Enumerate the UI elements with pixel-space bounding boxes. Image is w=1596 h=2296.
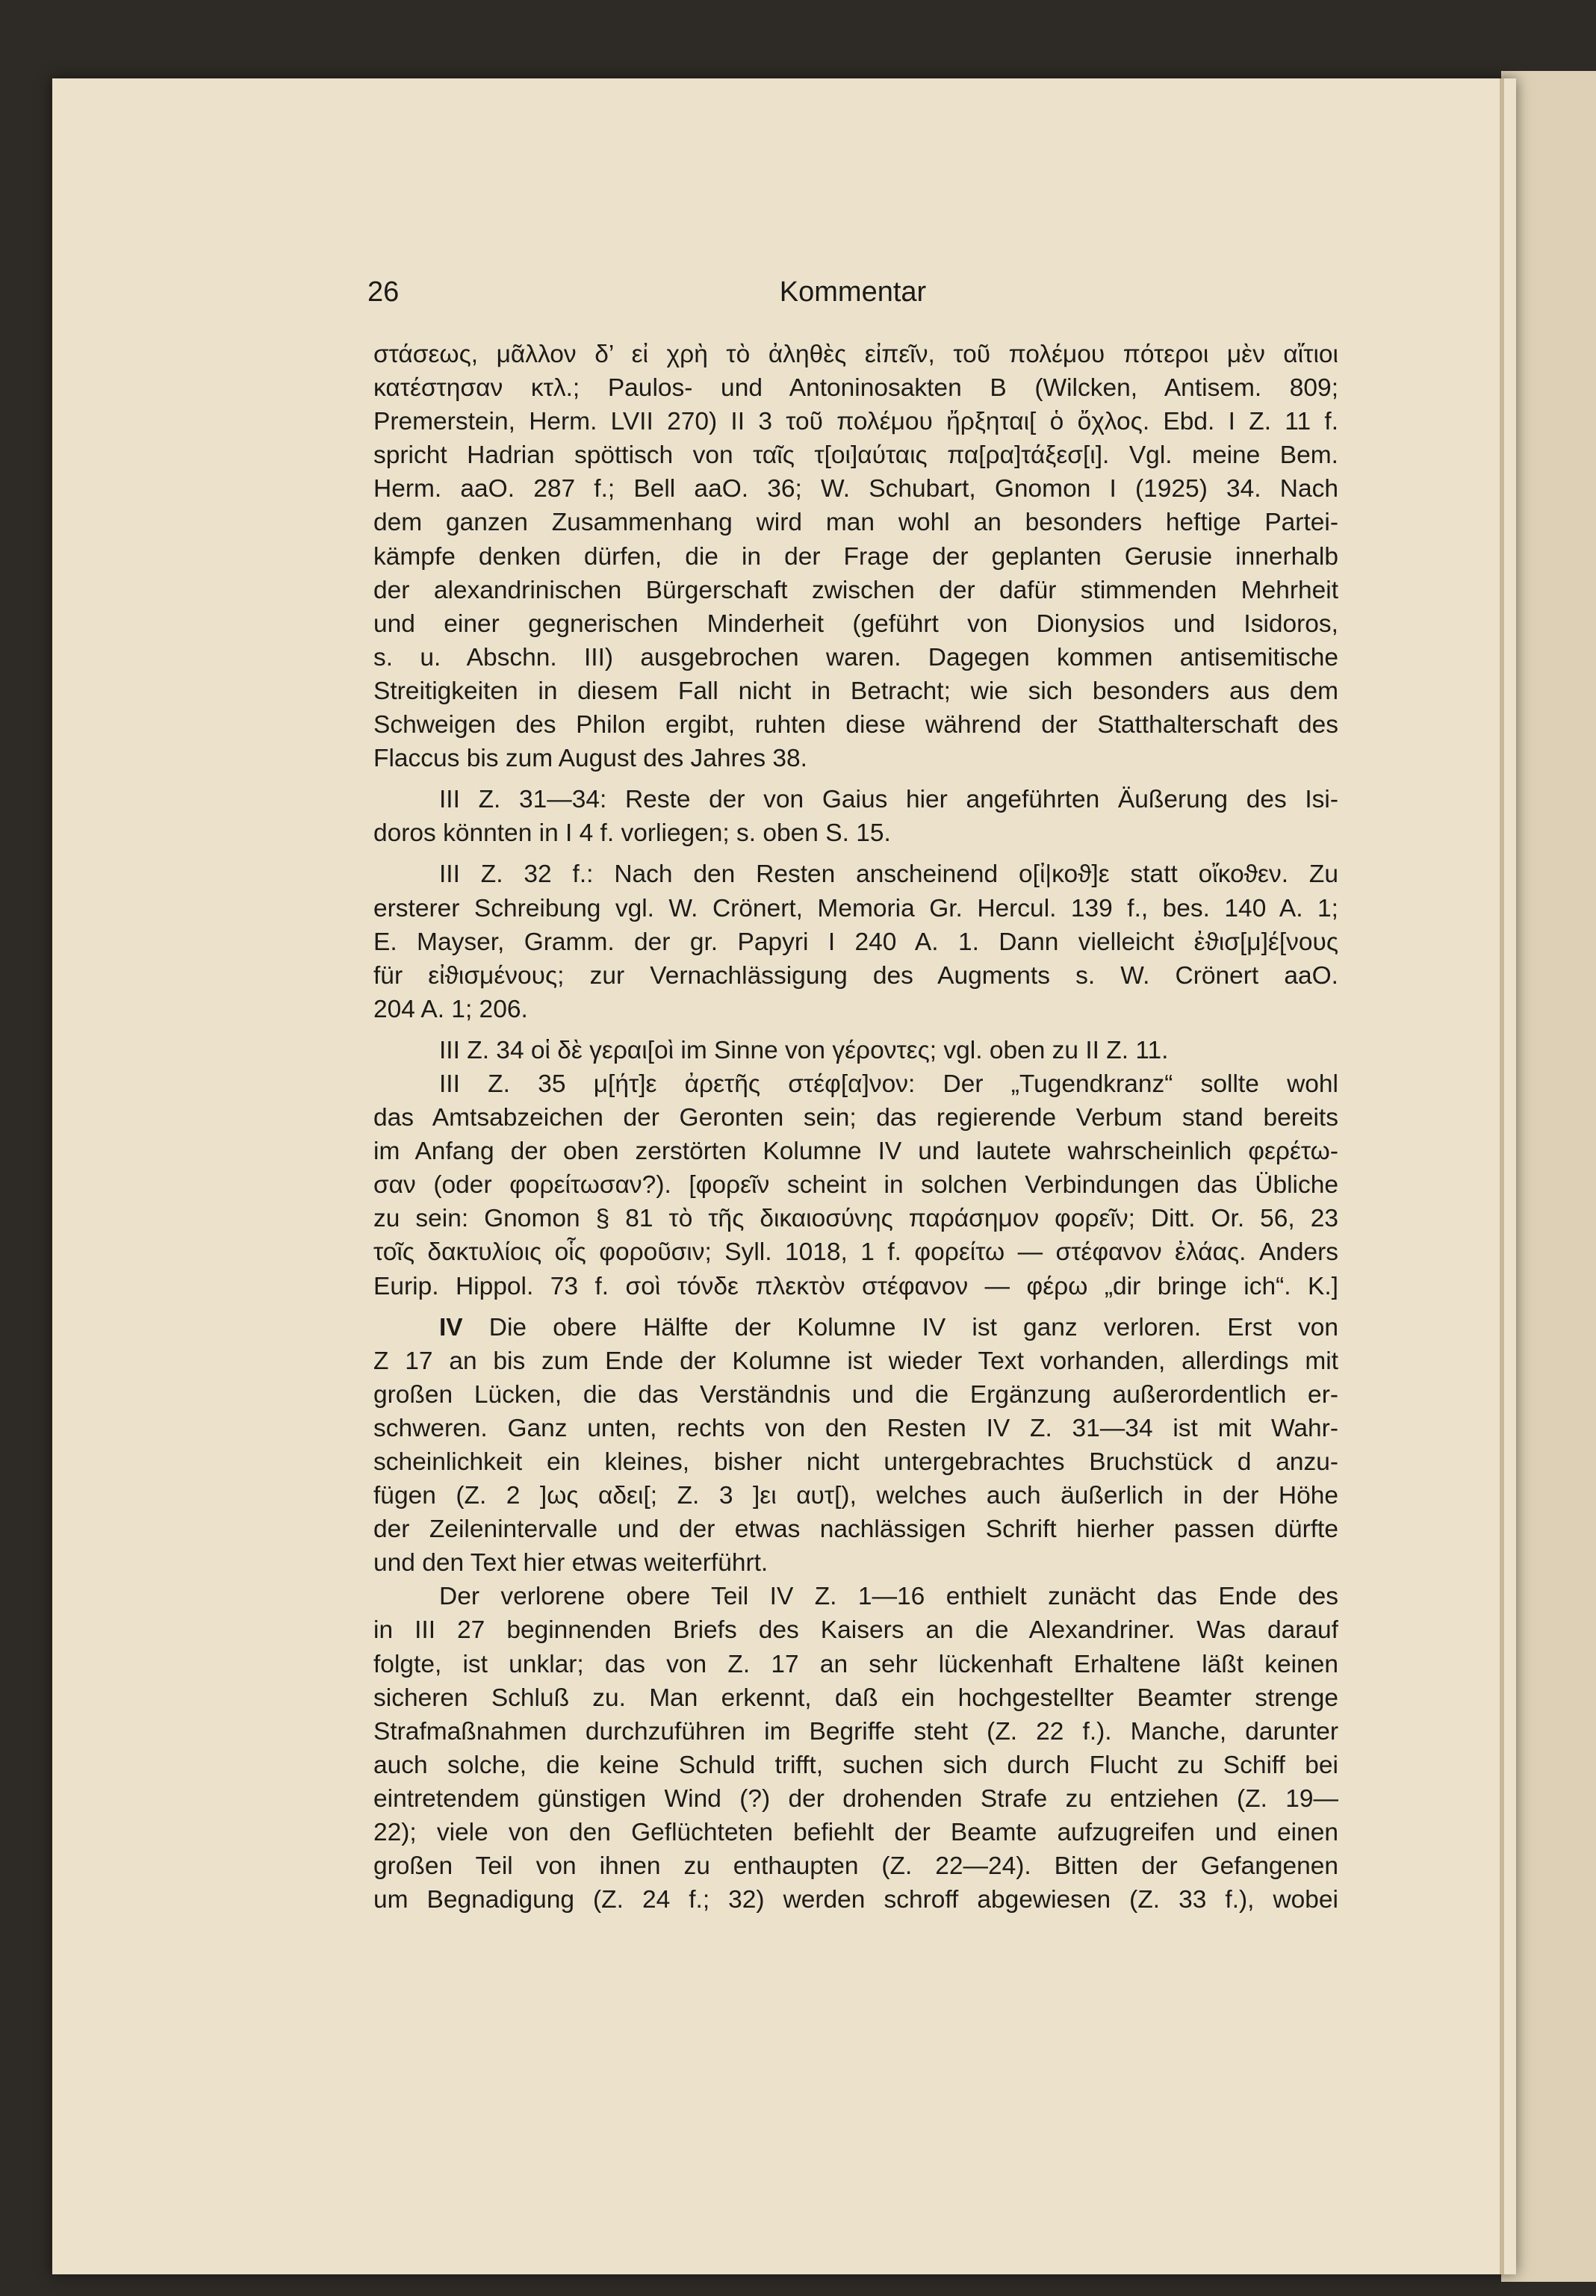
text-line-rest: Die obere Hälfte der Kolumne IV ist ganz verloren. Erst von — [462, 1313, 1338, 1341]
paragraph-iii-31-34 — [373, 783, 1338, 850]
text-line: E. Mayser, Gramm. der gr. Papyri I 240 A. 1. Dann vielleicht ἐϑισ[μ]έ[νους — [373, 928, 1338, 956]
text-line: fügen (Z. 2 ]ως αδει[; Z. 3 ]ει αυτ[), welches auch äußerlich in der Höhe — [373, 1482, 1338, 1510]
paragraph-lost-upper-part — [373, 1580, 1338, 1917]
text-line: ersterer Schreibung vgl. W. Crönert, Memoria Gr. Hercul. 139 f., bes. 140 A. 1; — [373, 894, 1338, 922]
text-line: Flaccus bis zum August des Jahres 38. — [373, 745, 807, 773]
text-line: dem ganzen Zusammenhang wird man wohl an besonders heftige Partei- — [373, 509, 1338, 537]
text-line: spricht Hadrian spöttisch von ταῖς τ[οι]αύταις πα[ρα]τάξεσ[ι]. Vgl. meine Bem. — [373, 441, 1338, 470]
page-gutter-shadow — [1500, 78, 1504, 2274]
text-line: auch solche, die keine Schuld trifft, suchen sich durch Flucht zu Schiff bei — [373, 1751, 1338, 1779]
text-line — [373, 1311, 1338, 1344]
page-number: 26 — [367, 276, 400, 308]
text-line: 204 A. 1; 206. — [373, 995, 528, 1023]
text-line: Premerstein, Herm. LVII 270) II 3 τοῦ πολέμου ἤρξηται[ ὁ ὄχλος. Ebd. I Z. 11 f. — [373, 408, 1338, 436]
text-line: großen Teil von ihnen zu enthaupten (Z. 22—24). Bitten der Gefangenen — [373, 1852, 1338, 1881]
text-line: sicheren Schluß zu. Man erkennt, daß ein hochgestellter Beamter strenge — [373, 1684, 1338, 1712]
paragraph-iii-34 — [373, 1034, 1338, 1067]
paragraph-iii-32 — [373, 857, 1338, 1026]
text-line: κατέστησαν κτλ.; Paulos- und Antoninosakten B (Wilcken, Antisem. 809; — [373, 374, 1338, 403]
running-title: Kommentar — [779, 276, 927, 308]
paragraph-iii-35 — [373, 1067, 1338, 1303]
text-line: Z 17 an bis zum Ende der Kolumne ist wieder Text vorhanden, allerdings mit — [373, 1347, 1338, 1375]
text-line: zu sein: Gnomon § 81 τὸ τῆς δικαιοσύνης παράσημον φορεῖν; Ditt. Or. 56, 23 — [373, 1205, 1338, 1233]
text-line: Schweigen des Philon ergibt, ruhten diese während der Statthalterschaft des — [373, 711, 1338, 739]
text-line: Herm. aaO. 287 f.; Bell aaO. 36; W. Schubart, Gnomon I (1925) 34. Nach — [373, 475, 1338, 503]
text-line: III Z. 31—34: Reste der von Gaius hier angeführten Äußerung des Isi- — [439, 786, 1338, 814]
text-line: und den Text hier etwas weiterführt. — [373, 1549, 768, 1577]
text-line: 22); viele von den Geflüchteten befiehlt der Beamte aufzugreifen und einen — [373, 1819, 1338, 1847]
paragraph-stasis-commentary — [373, 338, 1338, 775]
text-line: scheinlichkeit ein kleines, bisher nicht untergebrachtes Bruchstück d anzu- — [373, 1448, 1338, 1476]
text-line: der Zeilenintervalle und der etwas nachlässigen Schrift hierher passen dürfte — [373, 1515, 1338, 1544]
commentary-body — [373, 338, 1338, 1917]
text-line: eintretendem günstigen Wind (?) der drohenden Strafe zu entziehen (Z. 19— — [373, 1784, 1338, 1813]
paragraph-column-iv — [373, 1311, 1338, 1580]
text-line: der alexandrinischen Bürgerschaft zwischen der dafür stimmenden Mehrheit — [373, 576, 1338, 604]
text-line: III Z. 35 μ[ήτ]ε ἀρετῆς στέφ[α]νον: Der „Tugendkranz“ sollte wohl — [439, 1070, 1338, 1098]
text-line: Eurip. Hippol. 73 f. σοὶ τόνδε πλεκτὸν στέφανον — φέρω „dir bringe ich“. K.] — [373, 1272, 1338, 1300]
text-line: kämpfe denken dürfen, die in der Frage der geplanten Gerusie innerhalb — [373, 542, 1338, 571]
text-line: in III 27 beginnenden Briefs des Kaisers an die Alexandriner. Was darauf — [373, 1616, 1338, 1645]
text-line: doros könnten in I 4 f. vorliegen; s. oben S. 15. — [373, 819, 891, 848]
text-line: das Amtsabzeichen der Geronten sein; das regierende Verbum stand bereits — [373, 1104, 1338, 1132]
text-line: folgte, ist unklar; das von Z. 17 an sehr lückenhaft Erhaltene läßt keinen — [373, 1650, 1338, 1678]
text-line: schweren. Ganz unten, rechts von den Resten IV Z. 31—34 ist mit Wahr- — [373, 1414, 1338, 1442]
text-line: und einer gegnerischen Minderheit (geführt von Dionysios und Isidoros, — [373, 609, 1338, 638]
text-line: Strafmaßnahmen durchzuführen im Begriffe steht (Z. 22 f.). Manche, darunter — [373, 1717, 1338, 1746]
text-line: τοῖς δακτυλίοις οἷς φοροῦσιν; Syll. 1018, 1 f. φορείτω — στέφανον ἐλάας. Anders — [373, 1238, 1338, 1267]
text-line: Der verlorene obere Teil IV Z. 1—16 enthielt zunächt das Ende des — [439, 1583, 1338, 1611]
page-header — [367, 276, 1338, 318]
text-line: στάσεως, μᾶλλον δ’ εἰ χρὴ τὸ ἀληθὲς εἰπεῖν, τοῦ πολέμου πότεροι μὲν αἴτιοι — [373, 341, 1338, 368]
text-line: im Anfang der oben zerstörten Kolumne IV und lautete wahrscheinlich φερέτω- — [373, 1138, 1338, 1166]
text-line: σαν (oder φορείτωσαν?). [φορεῖν scheint in solchen Verbindungen das Übliche — [373, 1171, 1338, 1200]
text-line: s. u. Abschn. III) ausgebrochen waren. Dagegen kommen antisemitische — [373, 643, 1338, 671]
text-line: III Z. 32 f.: Nach den Resten anscheinend ο[ἰ|κοϑ]ε statt οἴκοϑεν. Zu — [439, 860, 1338, 889]
text-line: III Z. 34 οἱ δὲ γεραι[οὶ im Sinne von γέροντες; vgl. oben zu II Z. 11. — [439, 1036, 1169, 1064]
text-line: um Begnadigung (Z. 24 f.; 32) werden schroff abgewiesen (Z. 33 f.), wobei — [373, 1886, 1338, 1914]
text-line: Streitigkeiten in diesem Fall nicht in Betracht; wie sich besonders aus dem — [373, 677, 1338, 705]
column-iv-heading: IV — [439, 1313, 463, 1341]
text-line: für εἰϑισμένους; zur Vernachlässigung des Augments s. W. Crönert aaO. — [373, 961, 1338, 990]
text-line: großen Lücken, die das Verständnis und die Ergänzung außerordentlich er- — [373, 1380, 1338, 1409]
